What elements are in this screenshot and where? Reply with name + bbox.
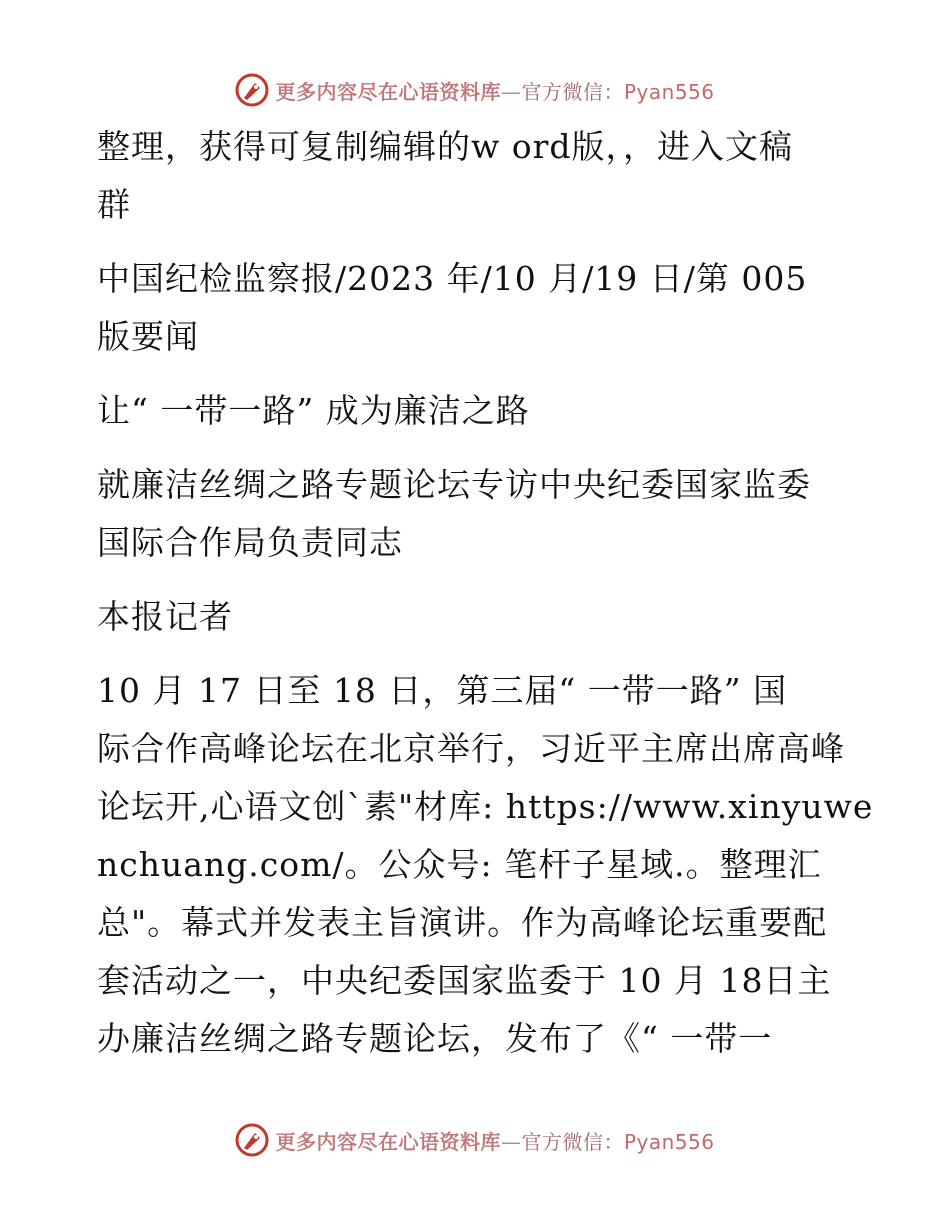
pen-nib-logo-icon [235,73,269,107]
text-line: 办廉洁丝绸之路专题论坛，发布了《“ 一带一 [97,1019,773,1058]
header-banner-separator: — [500,79,522,104]
text-line: 10 月 17 日至 18 日，第三届“ 一带一路” 国 [97,671,788,710]
footer-banner-text [275,1126,714,1155]
text-line: 整理，获得可复制编辑的w ord版，，进入文稿 [97,127,794,166]
document-body [97,118,874,1084]
text-line: 国际合作局负责同志 [97,523,403,562]
paragraph-intro-note [97,118,857,234]
text-line: 就廉洁丝绸之路专题论坛专访中央纪委国家监委 [97,465,811,504]
text-line: nchuang.com/。公众号: 笔杆子星域.。整理汇 [97,845,822,884]
header-banner-text [275,76,714,105]
text-line: 本报记者 [97,597,233,636]
footer-banner-separator: — [500,1129,522,1154]
header-banner-wechat-id: Pyan556 [623,79,715,104]
text-line: 套活动之一，中央纪委国家监委于 10 月 18日主 [97,961,832,1000]
header-banner-wechat-label: 官方微信： [521,79,624,104]
footer-banner [0,1120,950,1160]
pen-nib-logo-icon [235,1123,269,1157]
article-body-paragraph [97,662,874,1068]
header-banner-lead: 更多内容尽在心语资料库 [275,79,501,104]
text-line: 让“ 一带一路” 成为廉洁之路 [97,391,530,430]
text-line: 版要闻 [97,317,199,356]
text-line: 群 [97,185,131,224]
footer-banner-lead: 更多内容尽在心语资料库 [275,1129,501,1154]
paragraph-source-line [97,250,857,366]
text-line: 际合作高峰论坛在北京举行，习近平主席出席高峰 [97,729,845,768]
footer-banner-wechat-id: Pyan556 [623,1129,715,1154]
text-line: 中国纪检监察报/2023 年/10 月/19 日/第 005 [97,259,808,298]
article-title [97,382,857,440]
article-subtitle [97,456,857,572]
text-line: 论坛开,心语文创`素"材库: https://www.xinyuwe [97,787,874,826]
footer-banner-wechat-label: 官方微信： [521,1129,624,1154]
header-banner [0,70,950,110]
text-line: 总"。幕式并发表主旨演讲。作为高峰论坛重要配 [97,903,828,942]
article-byline [97,588,857,646]
